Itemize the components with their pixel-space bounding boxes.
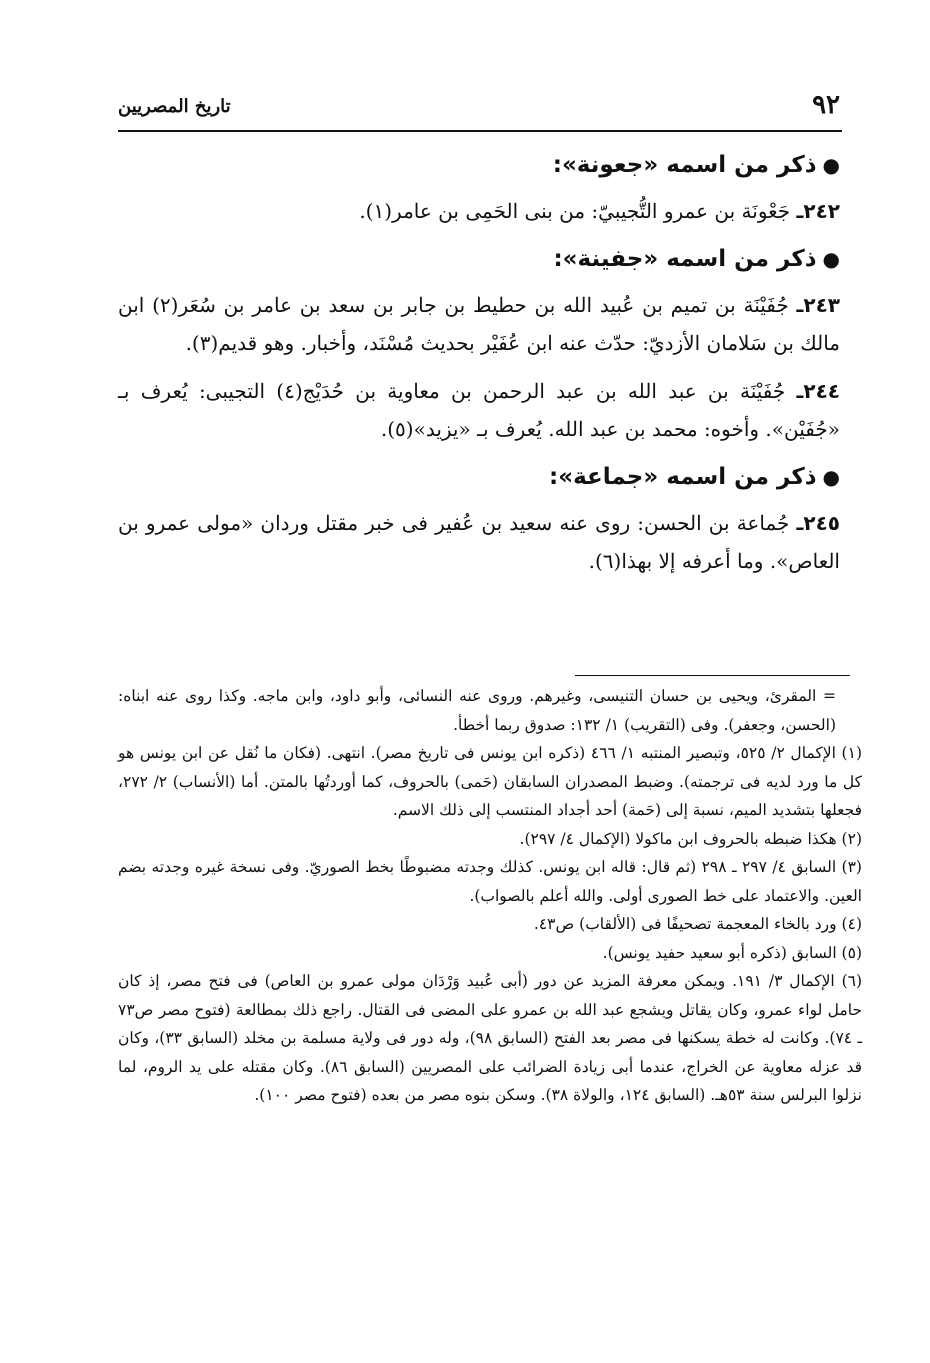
footnote-1: (١) الإكمال ٢/ ٥٢٥، وتبصير المنتبه ١/ ٤٦٦ (ذكره ابن يونس فى تاريخ مصر). انتهى. (فكان ما نُقل عن ابن يونس هو كل ما ورد لديه فى ترجمته). وضبط المصدران السابقان (حَمى) بالحروف، كما أوردتُها بالمتن. أما (الأنساب) ٢/ ٢٧٢، فجعلها بتشديد الميم، نسبة إلى (حَمة) أحد أجداد المنتسب إلى ذلك الاسم.: [118, 744, 862, 819]
running-title: تاريخ المصريين: [118, 96, 231, 117]
footnote-2: (٢) هكذا ضبطه بالحروف ابن ماكولا (الإكمال ٤/ ٢٩٧).: [519, 829, 862, 848]
page-header: [118, 90, 842, 132]
entry-243: [118, 286, 840, 362]
entry-text: جُفَيْنَة بن تميم بن عُبيد الله بن حطيط بن جابر بن سعد بن عامر بن سُعَر(٢) ابن مالك بن سَلامان الأزديّ: حدّث عنه ابن عُفَيْر بحديث مُسْنَد، وأخبار. وهو قديم(٣).: [118, 293, 840, 355]
footnotes: [118, 682, 862, 1110]
entry-245: [118, 504, 840, 580]
page-number: ٩٢: [812, 90, 840, 120]
section-heading: ●ذكر من اسمه «جفينة»:: [553, 246, 840, 272]
entry-text: جَعْونَة بن عمرو التُّجيبيّ: من بنى الحَمِى بن عامر(١).: [359, 199, 791, 223]
section-heading: ●ذكر من اسمه «جماعة»:: [549, 464, 840, 490]
footnote-3: (٣) السابق ٤/ ٢٩٧ ـ ٢٩٨ (ثم قال: قاله ابن يونس. كذلك وجدته مضبوطًا بخط الصوريّ. وفى نسخة غيره وجدته بضم العين. والاعتماد على خط الصورى أولى. والله أعلم بالصواب).: [118, 858, 862, 905]
main-text: [118, 146, 840, 590]
entry-text: جُفَيْنَة بن عبد الله بن عبد الرحمن بن معاوية بن حُدَيْج(٤) التجيبى: يُعرف بـ «جُفَيْن». وأخوه: محمد بن عبد الله. يُعرف بـ «يزيد»(٥).: [118, 379, 840, 441]
footnote-4: (٤) ورد بالخاء المعجمة تصحيفًا فى (الألقاب) ص٤٣.: [533, 915, 862, 933]
footnote-continuation: = المقرئ، ويحيى بن حسان التنيسى، وغيرهم. وروى عنه النسائى، وأبو داود، وابن ماجه. وكذا روى عنه ابناه: (الحسن، وجعفر). وفى (التقريب) ١/ ١٣٢: صدوق ربما أخطأ.: [118, 687, 836, 734]
section-jamaa: [118, 458, 840, 580]
entry-number: ٢٤٤ـ: [796, 379, 841, 403]
entry-text: جُماعة بن الحسن: روى عنه سعيد بن عُفير فى خبر مقتل وردان «مولى عمرو بن العاص». وما أعرفه إلا بهذا(٦).: [118, 511, 840, 573]
bullet-icon: ●: [822, 247, 840, 271]
footnote-divider: [575, 675, 850, 676]
entry-number: ٢٤٢ـ: [796, 199, 840, 223]
entry-number: ٢٤٥ـ: [796, 511, 840, 535]
footnote-6: (٦) الإكمال ٣/ ١٩١. ويمكن معرفة المزيد عن دور (أبى عُبيد وَرْدَان مولى عمرو بن العاص) فى فتح مصر، إذ كان حامل لواء عمرو، وكان يقاتل ويشجع عبد الله بن عمرو على المضى فى القتال. راجع ذلك بمطالعة (فتوح مصر ص٧٣ ـ ٧٤). وكانت له خطة يسكنها فى مصر بعد الفتح (السابق ٩٨)، وله دور فى ولاية مسلمة بن مخلد (السابق ٣٣)، وكان قد عزله معاوية عن الخراج، عندما أبى زيادة الضرائب على المصريين (السابق ٨٦). وكان مقتله على يد الروم، لما نزلوا البرلس سنة ٥٣هـ. (السابق ١٢٤، والولاة ٣٨). وسكن بنوه مصر من بعده (فتوح مصر ١٠٠).: [118, 972, 863, 1104]
entry-244: [118, 372, 840, 448]
section-jauna: [118, 146, 840, 230]
section-jufayna: [118, 240, 840, 448]
section-heading: ●ذكر من اسمه «جعونة»:: [552, 152, 840, 178]
entry-242: [118, 192, 840, 230]
bullet-icon: ●: [822, 465, 840, 489]
bullet-icon: ●: [822, 153, 840, 177]
entry-number: ٢٤٣ـ: [796, 293, 840, 317]
footnote-5: (٥) السابق (ذكره أبو سعيد حفيد يونس).: [602, 943, 862, 962]
